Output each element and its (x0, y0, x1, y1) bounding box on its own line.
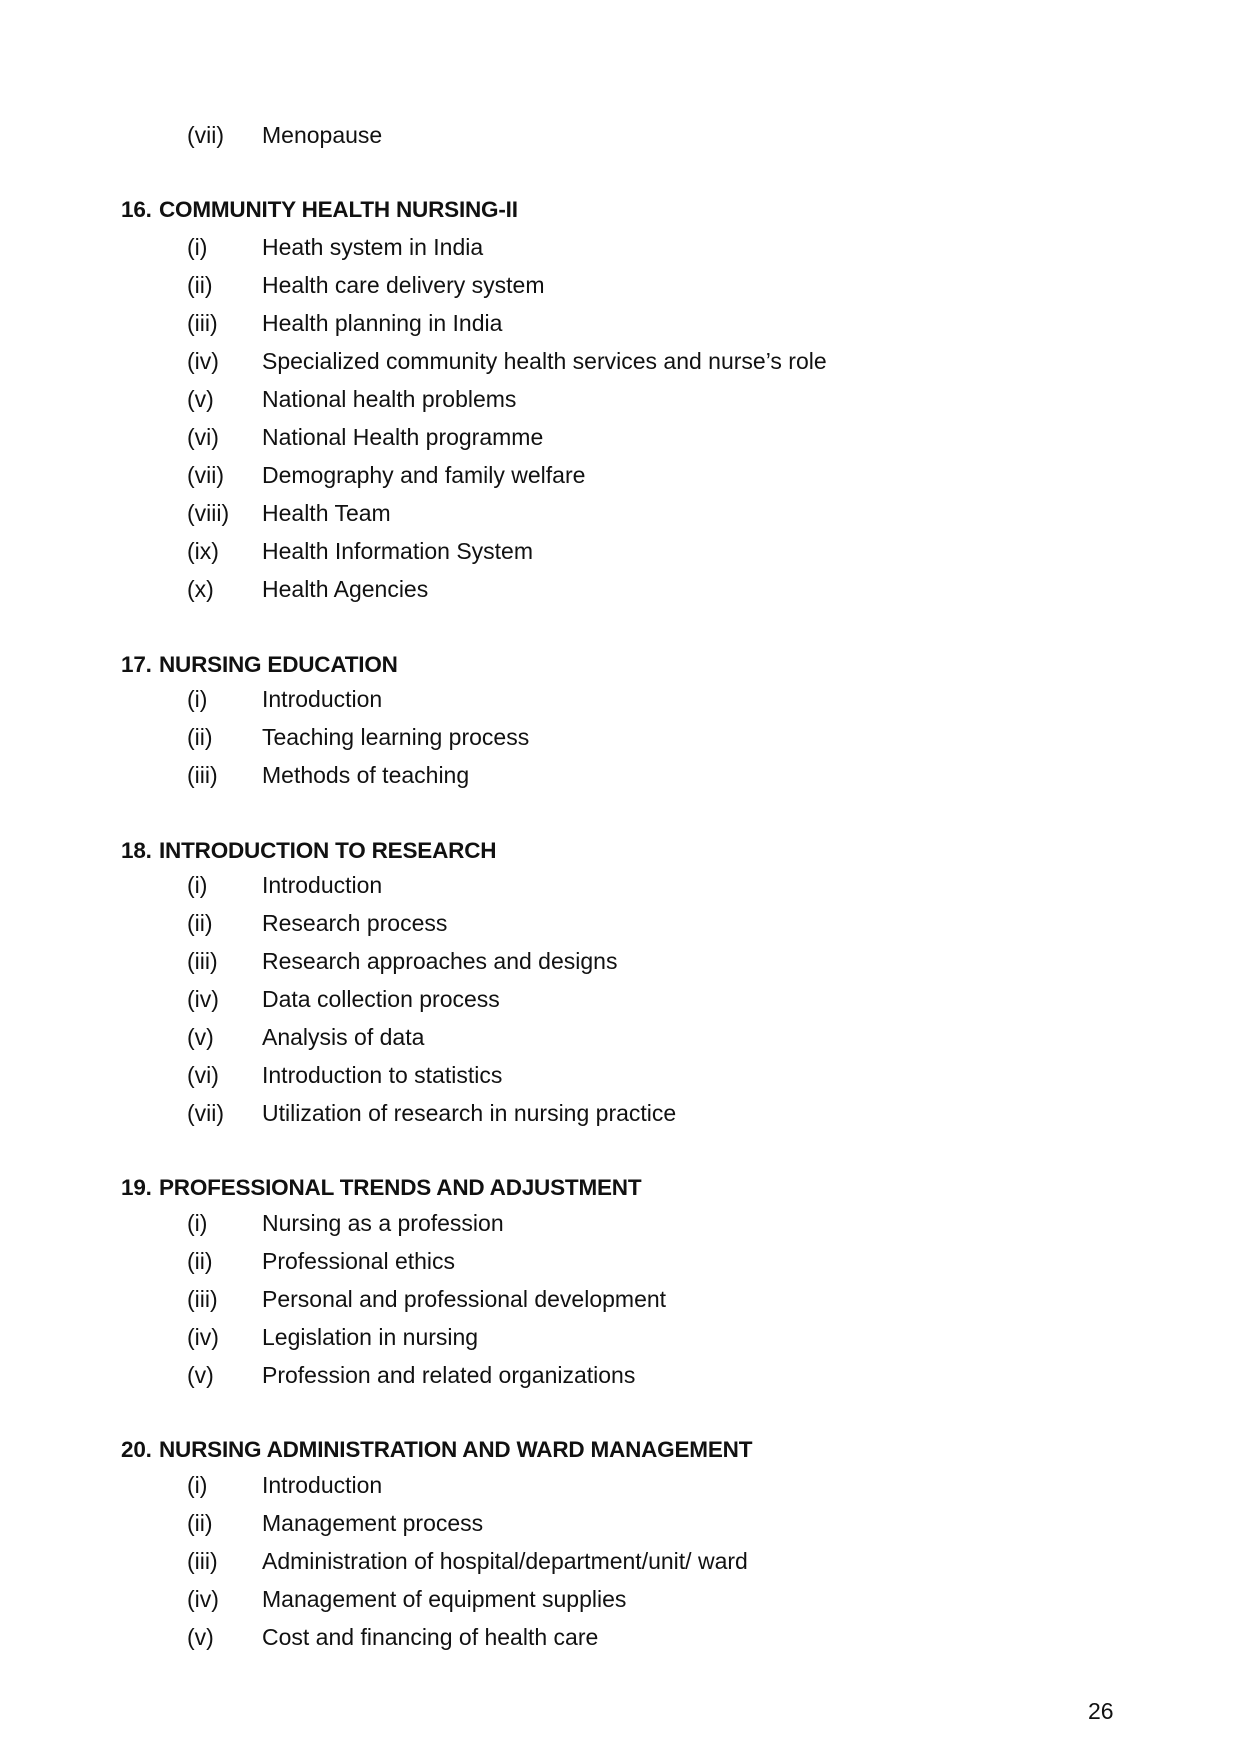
item-text: Health care delivery system (262, 272, 545, 298)
item-text: Management of equipment supplies (262, 1586, 627, 1612)
item-text: Data collection process (262, 986, 500, 1012)
section-title: PROFESSIONAL TRENDS AND ADJUSTMENT (159, 1175, 642, 1200)
item-text: Cost and financing of health care (262, 1624, 599, 1650)
section-heading-16 (121, 196, 518, 224)
item-number: (iv) (187, 1324, 219, 1350)
item-text: Nursing as a profession (262, 1210, 504, 1236)
item-number: (iii) (187, 310, 218, 336)
item-text: Introduction (262, 1472, 383, 1498)
section-heading-18 (121, 837, 496, 865)
item-text: Management process (262, 1510, 484, 1536)
page-number: 26 (1088, 1698, 1114, 1724)
item-text: Menopause (262, 122, 383, 148)
item-text: Administration of hospital/department/unit/ ward (262, 1548, 748, 1574)
item-text: National health problems (262, 386, 517, 412)
item-number: (ii) (187, 910, 213, 936)
item-text: Health Team (262, 500, 391, 526)
item-number: (i) (187, 234, 208, 260)
item-number: (vii) (187, 1100, 225, 1126)
item-number: (ii) (187, 1248, 213, 1274)
item-number: (v) (187, 1362, 214, 1388)
section-number: 19. (121, 1175, 152, 1200)
item-number: (viii) (187, 500, 230, 526)
item-number: (vii) (187, 462, 225, 488)
item-number: (i) (187, 1210, 208, 1236)
item-number: (iii) (187, 948, 218, 974)
item-text: Health planning in India (262, 310, 503, 336)
item-text: Analysis of data (262, 1024, 425, 1050)
item-text: Methods of teaching (262, 762, 470, 788)
item-text: Research approaches and designs (262, 948, 618, 974)
item-number: (iii) (187, 1286, 218, 1312)
section-heading-17 (121, 651, 398, 679)
item-text: Research process (262, 910, 448, 936)
item-number: (iv) (187, 986, 219, 1012)
item-number: (iv) (187, 1586, 219, 1612)
section-heading-19 (121, 1174, 641, 1202)
item-number: (v) (187, 1624, 214, 1650)
item-text: Introduction to statistics (262, 1062, 503, 1088)
section-number: 16. (121, 197, 152, 222)
item-number: (vi) (187, 424, 219, 450)
item-text: Heath system in India (262, 234, 484, 260)
item-number: (i) (187, 872, 208, 898)
item-number: (vii) (187, 122, 225, 148)
item-number: (ii) (187, 272, 213, 298)
item-text: Teaching learning process (262, 724, 530, 750)
item-text: Introduction (262, 872, 383, 898)
item-number: (vi) (187, 1062, 219, 1088)
item-number: (i) (187, 686, 208, 712)
section-number: 18. (121, 838, 152, 863)
item-text: Professional ethics (262, 1248, 456, 1274)
item-text: Introduction (262, 686, 383, 712)
section-title: COMMUNITY HEALTH NURSING-II (159, 197, 518, 222)
item-text: Specialized community health services and nurse’s role (262, 348, 827, 374)
item-number: (iv) (187, 348, 219, 374)
item-text: Personal and professional development (262, 1286, 667, 1312)
item-text: Health Agencies (262, 576, 429, 602)
item-number: (v) (187, 386, 214, 412)
section-title: NURSING ADMINISTRATION AND WARD MANAGEMENT (159, 1437, 753, 1462)
item-number: (v) (187, 1024, 214, 1050)
item-number: (iii) (187, 762, 218, 788)
item-text: Demography and family welfare (262, 462, 586, 488)
section-number: 17. (121, 652, 152, 677)
item-text: Legislation in nursing (262, 1324, 479, 1350)
item-number: (ix) (187, 538, 219, 564)
item-number: (ii) (187, 1510, 213, 1536)
item-number: (iii) (187, 1548, 218, 1574)
item-text: Utilization of research in nursing practice (262, 1100, 677, 1126)
item-number: (ii) (187, 724, 213, 750)
item-text: Health Information System (262, 538, 534, 564)
section-heading-20 (121, 1436, 752, 1464)
item-text: Profession and related organizations (262, 1362, 636, 1388)
section-number: 20. (121, 1437, 152, 1462)
item-text: National Health programme (262, 424, 544, 450)
item-number: (x) (187, 576, 214, 602)
section-title: NURSING EDUCATION (159, 652, 398, 677)
section-title: INTRODUCTION TO RESEARCH (159, 838, 497, 863)
item-number: (i) (187, 1472, 208, 1498)
